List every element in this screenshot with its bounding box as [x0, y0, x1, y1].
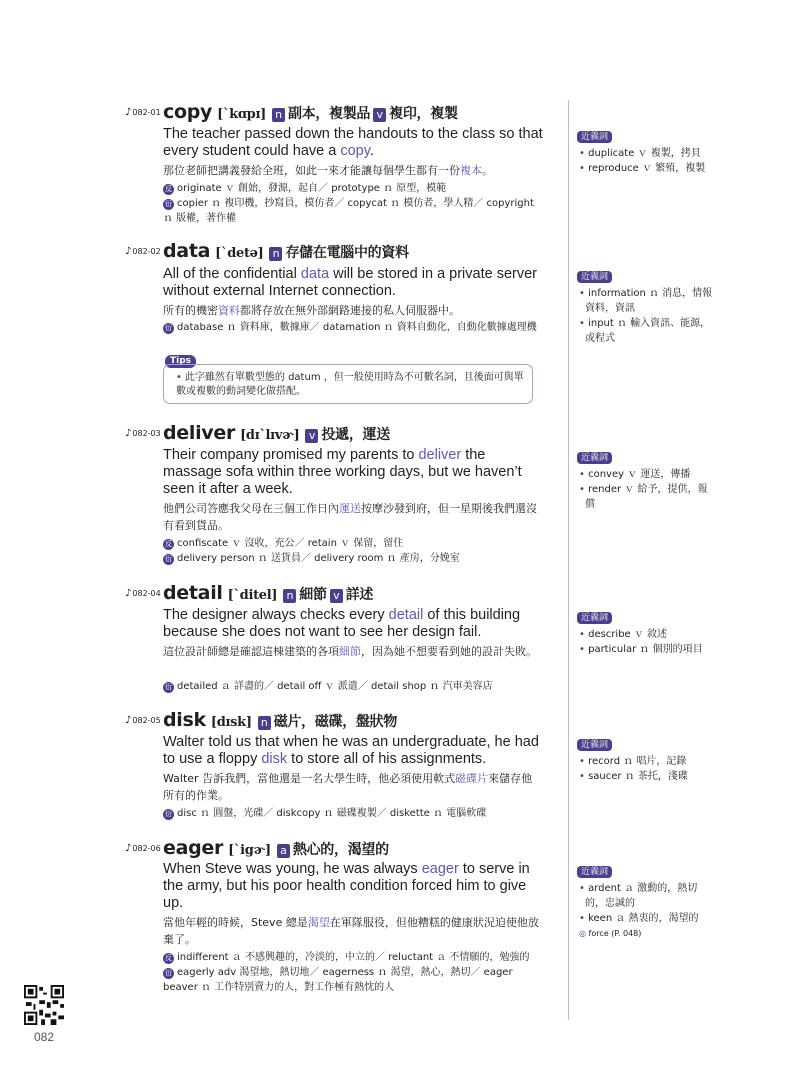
qr-code-icon[interactable]: [24, 985, 64, 1025]
synonym-item: • information ｎ 消息，情報資料，資訊: [579, 288, 713, 314]
synonym-item: • duplicate ｖ 複製，拷貝: [579, 148, 701, 159]
synonym-item: • describe ｖ 敘述: [579, 629, 668, 640]
antonym-line: 反 originate ｖ 創始，發源，起自／ prototype ｎ 原型，模範: [165, 183, 447, 194]
synonym-label: 近義詞: [577, 452, 612, 464]
example-sentence: All of the confidential data will be stored in a private server without external Internet connection.: [163, 266, 537, 299]
headword: eager [ˋigɚ] a 熱心的，渴望的: [163, 837, 389, 859]
definition: 詳述: [345, 587, 374, 603]
antonym-line: 反 confiscate ｖ 沒收，充公／ retain ｖ 保留，留住: [165, 538, 404, 549]
antonym-tag: 反: [165, 954, 172, 962]
example-sentence: Walter told us that when he was an undergraduate, he had to use a floppy disk to store all of his assignments.: [163, 734, 539, 767]
synonym-item: • keen ａ 熱衷的，渴望的: [579, 913, 699, 924]
example-sentence: The designer always checks every detail of this building because she does not want to see her design fail.: [163, 607, 521, 640]
synonym-box: [577, 864, 717, 941]
related-words: [163, 950, 543, 995]
example-translation: 當他年輕的時候，Steve 總是渴望在軍隊服役，但他糟糕的健康狀況迫使他放棄了。: [163, 916, 539, 946]
derivative-line: 衍 detailed ａ 詳盡的／ detail off ｖ 派遣／ detail shop ｎ 汽車美容店: [165, 681, 493, 692]
headword: deliver [dɪˋlɪvɚ] v 投遞，運送: [163, 422, 390, 444]
cross-reference[interactable]: ◎ force (P. 048): [579, 929, 642, 938]
reference-icon: ◎: [579, 929, 586, 938]
synonym-label: 近義詞: [577, 612, 612, 624]
synonym-box: [577, 269, 717, 346]
derivative-line: 衍 disc ｎ 圓盤，光碟／ diskcopy ｎ 磁碟複製／ diskette ｎ 電腦軟碟: [165, 808, 487, 819]
audio-note-icon: ♪: [125, 587, 132, 599]
synonym-item: • reproduce ｖ 繁殖，複製: [579, 163, 706, 174]
phonetic: [ˋkɑpɪ]: [217, 107, 266, 122]
pos-badge: n: [269, 247, 282, 261]
definition: 熱心的，渴望的: [292, 842, 389, 858]
related-words: [163, 536, 543, 566]
related-words: [163, 320, 543, 335]
audio-note-icon: ♪: [125, 427, 132, 439]
pos-badge: n: [283, 589, 296, 603]
example-sentence: When Steve was young, he was always eager to serve in the army, but his poor health condition forced him to give up.: [163, 861, 530, 911]
derivative-tag: 衍: [165, 200, 172, 208]
audio-note-icon: ♪: [125, 714, 132, 726]
track-number[interactable]: ♪082-02: [125, 245, 161, 257]
derivative-tag: 衍: [165, 324, 172, 332]
headword: detail [ˋditel] n 細節 v 詳述: [163, 582, 374, 604]
synonym-box: [577, 610, 717, 657]
track-number[interactable]: ♪082-06: [125, 842, 161, 854]
synonym-item: • input ｎ 輸入資訊、能源，或程式: [579, 318, 711, 344]
derivative-line: 衍 eagerly adv 渴望地，熱切地／ eagerness ｎ 渴望，熱心，熱切／ eager beaver ｎ 工作特別賣力的人，對工作極有熱忱的人: [163, 967, 513, 993]
example-sentence: Their company promised my parents to deliver the massage sofa within three working days, but we haven’t seen it after a week.: [163, 447, 522, 497]
synonym-box: [577, 129, 717, 176]
definition: 磁片，磁碟，盤狀物: [273, 714, 398, 730]
track-number[interactable]: ♪082-05: [125, 714, 161, 726]
tips-box: • 此字雖然有單數型態的 datum ，但一般使用時為不可數名詞，且後面可與單數或複數的動詞變化做搭配。: [163, 364, 533, 404]
synonym-item: • particular ｎ 個別的項目: [579, 644, 703, 655]
definition: 投遞，運送: [321, 427, 390, 443]
page-number: 082: [34, 1030, 55, 1044]
phonetic: [ˋditel]: [227, 588, 278, 603]
pos-badge: n: [272, 108, 285, 122]
synonym-item: • record ｎ 唱片，記錄: [579, 756, 687, 767]
phonetic: [dɪˋlɪvɚ]: [240, 428, 300, 443]
tips-label: Tips: [165, 355, 196, 368]
audio-note-icon: ♪: [125, 106, 132, 118]
antonym-tag: 反: [165, 185, 172, 193]
synonym-item: • render ｖ 給予，提供，報償: [579, 484, 708, 510]
track-number[interactable]: ♪082-03: [125, 427, 161, 439]
definition: 複印，複製: [389, 106, 458, 122]
related-words: [163, 679, 543, 694]
definition: 細節: [299, 587, 327, 603]
synonym-item: • ardent ａ 激動的，熱切的，忠誠的: [579, 883, 698, 909]
pos-badge: v: [373, 108, 386, 122]
track-number[interactable]: ♪082-01: [125, 106, 161, 118]
synonym-label: 近義詞: [577, 866, 612, 878]
derivative-line: 衍 database ｎ 資料庫，數據庫／ datamation ｎ 資料自動化，自動化數據處理機: [165, 322, 537, 333]
synonym-label: 近義詞: [577, 739, 612, 751]
pos-badge: v: [305, 429, 318, 443]
example-translation: 所有的機密資料都將存放在無外部網路連接的私人伺服器中。: [163, 304, 460, 317]
phonetic: [ˋdetə]: [215, 246, 264, 261]
phonetic: [dɪsk]: [210, 715, 252, 730]
synonym-item: • convey ｖ 運送，傳播: [579, 469, 691, 480]
example-translation: 他們公司答應我父母在三個工作日內運送按摩沙發到府，但一星期後我們還沒有看到貨品。: [163, 502, 537, 532]
headword: data [ˋdetə] n 存儲在電腦中的資料: [163, 240, 409, 262]
derivative-line: 衍 copier ｎ 複印機，抄寫員，模仿者／ copycat ｎ 模仿者，學人精／ copyright ｎ 版權，著作權: [163, 198, 534, 224]
antonym-line: 反 indifferent ａ 不感興趣的，冷淡的，中立的／ reluctant ａ 不情願的，勉強的: [165, 952, 530, 963]
synonym-box: [577, 737, 717, 784]
headword: copy [ˋkɑpɪ] n 副本，複製品 v 複印，複製: [163, 101, 458, 123]
synonym-item: • saucer ｎ 茶托，淺碟: [579, 771, 688, 782]
example-sentence: The teacher passed down the handouts to the class so that every student could have a copy.: [163, 126, 543, 159]
headword: disk [dɪsk] n 磁片，磁碟，盤狀物: [163, 709, 398, 731]
related-words: [163, 806, 543, 821]
synonym-label: 近義詞: [577, 131, 612, 143]
definition: 副本，複製品: [287, 106, 371, 122]
example-translation: Walter 告訴我們，當他還是一名大學生時，他必須使用軟式磁碟片來儲存他所有的作業。: [163, 772, 533, 802]
example-translation: 那位老師把講義發給全班，如此一來才能讓每個學生都有一份複本。: [163, 164, 493, 177]
derivative-tag: 衍: [165, 555, 172, 563]
synonym-box: [577, 450, 717, 512]
synonym-label: 近義詞: [577, 271, 612, 283]
phonetic: [ˋigɚ]: [228, 843, 271, 858]
audio-note-icon: ♪: [125, 245, 132, 257]
column-divider: [568, 100, 569, 1020]
track-number[interactable]: ♪082-04: [125, 587, 161, 599]
audio-note-icon: ♪: [125, 842, 132, 854]
pos-badge: a: [277, 844, 290, 858]
pos-badge: n: [258, 716, 271, 730]
pos-badge: v: [330, 589, 343, 603]
derivative-line: 衍 delivery person ｎ 送貨員／ delivery room ｎ 產房，分娩室: [165, 553, 460, 564]
tips-text: 此字雖然有單數型態的 datum ，但一般使用時為不可數名詞，且後面可與單數或複數的動詞變化做搭配。: [176, 372, 524, 397]
derivative-tag: 衍: [165, 969, 172, 977]
antonym-tag: 反: [165, 540, 172, 548]
derivative-tag: 衍: [165, 683, 172, 691]
derivative-tag: 衍: [165, 810, 172, 818]
example-translation: 這位設計師總是確認這棟建築的各項細節，因為她不想要看到她的設計失敗。: [163, 645, 537, 658]
definition: 存儲在電腦中的資料: [285, 245, 409, 261]
related-words: [163, 181, 543, 226]
